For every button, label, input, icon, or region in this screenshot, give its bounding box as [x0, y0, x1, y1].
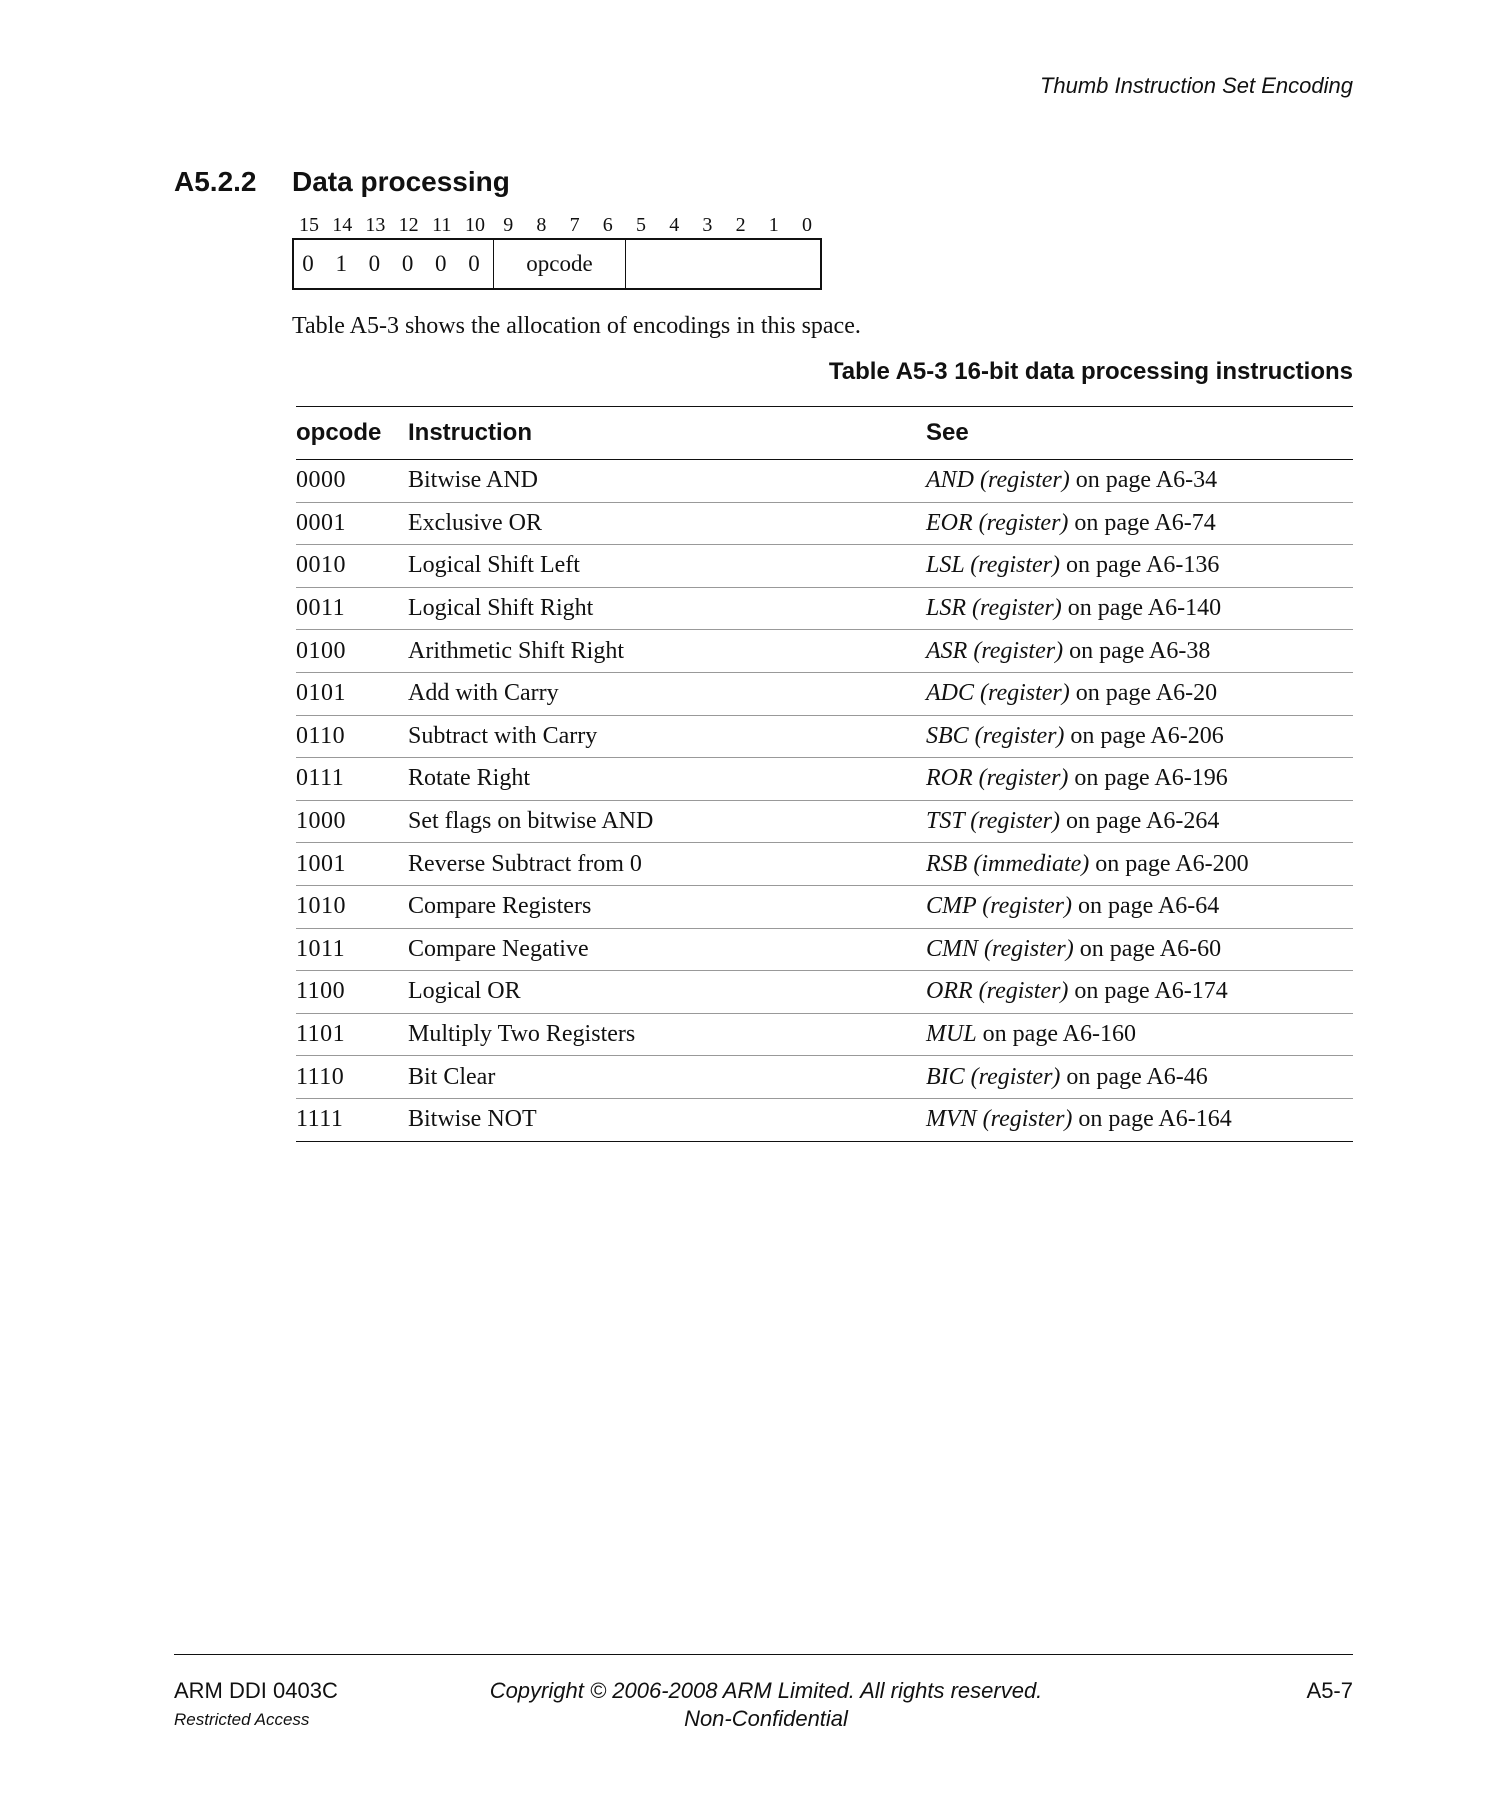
- instruction-cell: Add with Carry: [408, 680, 559, 707]
- see-cell: [926, 800, 1353, 843]
- fixed-bit-value: 0: [401, 251, 414, 276]
- table-row: [296, 758, 1353, 801]
- table-row: [296, 545, 1353, 588]
- section-number: A5.2.2: [174, 166, 257, 197]
- page-reference: on page A6-200: [1095, 850, 1249, 877]
- bit-number: 11: [432, 214, 452, 236]
- cross-reference-link[interactable]: MVN (register): [926, 1106, 1073, 1133]
- page-reference: on page A6-196: [1074, 765, 1228, 792]
- page-reference: on page A6-164: [1078, 1106, 1232, 1133]
- opcode-cell: 1110: [296, 1063, 345, 1090]
- cross-reference-link[interactable]: ASR (register): [926, 637, 1064, 664]
- bit-number: 13: [365, 214, 386, 236]
- table-row: [296, 502, 1353, 545]
- opcode-cell: 0011: [296, 595, 346, 622]
- footer-doc-id: ARM DDI 0403C: [174, 1678, 338, 1703]
- opcode-cell: 1011: [296, 935, 346, 962]
- fixed-bit-value: 0: [468, 251, 480, 276]
- see-cell: [926, 971, 1353, 1014]
- bit-number: 5: [636, 214, 646, 236]
- bit-number: 14: [332, 214, 353, 236]
- bit-number: 7: [569, 214, 580, 236]
- see-cell: [926, 928, 1353, 971]
- page-reference: on page A6-174: [1074, 978, 1228, 1005]
- instruction-cell: Set flags on bitwise AND: [408, 808, 654, 835]
- table-row: [296, 885, 1353, 928]
- instruction-cell: Bitwise AND: [408, 467, 539, 494]
- see-cell: [926, 460, 1353, 503]
- bit-number: 3: [702, 214, 713, 236]
- page-reference: on page A6-74: [1074, 509, 1216, 536]
- cross-reference-link[interactable]: CMN (register): [926, 935, 1074, 962]
- opcode-cell: 1100: [296, 978, 346, 1005]
- opcode-cell: 1010: [296, 893, 346, 920]
- bit-number: 4: [669, 214, 680, 236]
- table-caption: Table A5-3 16-bit data processing instructions: [828, 358, 1353, 385]
- instruction-cell: Bit Clear: [408, 1063, 496, 1090]
- cross-reference-link[interactable]: ADC (register): [926, 680, 1070, 707]
- page-reference: on page A6-264: [1066, 808, 1220, 835]
- table-row: [296, 672, 1353, 715]
- intro-paragraph: Table A5-3 shows the allocation of encodings in this space.: [292, 313, 861, 339]
- section-heading: [174, 166, 510, 198]
- see-cell: [926, 502, 1353, 545]
- opcode-cell: 0110: [296, 722, 346, 749]
- see-cell: [926, 587, 1353, 630]
- bit-number: 10: [465, 214, 485, 236]
- instruction-cell: Rotate Right: [408, 765, 530, 792]
- cross-reference-link[interactable]: ORR (register): [926, 978, 1069, 1005]
- table-header-row: [296, 407, 1353, 460]
- cross-reference-link[interactable]: MUL: [926, 1021, 977, 1048]
- page-reference: on page A6-38: [1069, 637, 1211, 664]
- cross-reference-link[interactable]: AND (register): [926, 467, 1070, 494]
- page-reference: on page A6-160: [982, 1021, 1136, 1048]
- see-cell: [926, 1098, 1353, 1141]
- bit-number: 12: [398, 214, 419, 236]
- opcode-cell: 0100: [296, 637, 346, 664]
- fixed-bit-value: 0: [368, 251, 381, 276]
- fixed-bits-field: [294, 240, 494, 288]
- opcode-cell: 1001: [296, 850, 346, 877]
- table-row: [296, 460, 1353, 503]
- bit-number: 8: [536, 214, 547, 236]
- instruction-cell: Logical Shift Right: [408, 595, 594, 622]
- section-title: Data processing: [292, 166, 510, 197]
- table-row: [296, 1013, 1353, 1056]
- bit-number: 15: [299, 214, 319, 236]
- see-cell: [926, 885, 1353, 928]
- cross-reference-link[interactable]: SBC (register): [926, 722, 1065, 749]
- cross-reference-link[interactable]: ROR (register): [926, 765, 1069, 792]
- page-reference: on page A6-136: [1066, 552, 1220, 579]
- instruction-cell: Logical Shift Left: [408, 552, 580, 579]
- instruction-cell: Reverse Subtract from 0: [408, 850, 642, 877]
- opcode-cell: 0001: [296, 509, 346, 536]
- bit-number: 9: [503, 214, 514, 236]
- page-reference: on page A6-64: [1077, 893, 1220, 920]
- see-cell: [926, 630, 1353, 673]
- opcode-cell: 1101: [296, 1021, 346, 1048]
- instruction-cell: Subtract with Carry: [408, 722, 598, 749]
- see-cell: [926, 545, 1353, 588]
- footer-access: Restricted Access: [174, 1710, 310, 1729]
- bit-number: 2: [735, 214, 746, 236]
- opcode-cell: 0101: [296, 680, 346, 707]
- footer-confidentiality: Non-Confidential: [684, 1706, 848, 1731]
- instruction-cell: Logical OR: [408, 978, 521, 1005]
- running-header: Thumb Instruction Set Encoding: [1039, 73, 1353, 98]
- page-reference: on page A6-20: [1075, 680, 1218, 707]
- page-reference: on page A6-206: [1070, 722, 1224, 749]
- opcode-cell: 1000: [296, 808, 346, 835]
- table-row: [296, 1098, 1353, 1141]
- page-reference: on page A6-60: [1079, 935, 1222, 962]
- fixed-bit-value: 0: [302, 251, 314, 276]
- cross-reference-link[interactable]: LSL (register): [926, 552, 1061, 579]
- table-row: [296, 800, 1353, 843]
- column-header-instruction: Instruction: [408, 419, 532, 446]
- opcode-cell: 0000: [296, 467, 346, 494]
- table-row: [296, 630, 1353, 673]
- cross-reference-link[interactable]: EOR (register): [926, 509, 1069, 536]
- cross-reference-link[interactable]: TST (register): [926, 808, 1061, 835]
- page-reference: on page A6-140: [1067, 595, 1222, 622]
- bit-number: 0: [802, 214, 812, 236]
- bit-number: 1: [768, 214, 779, 236]
- instruction-cell: Exclusive OR: [408, 509, 542, 536]
- table-row: [296, 1056, 1353, 1099]
- table-row: [296, 843, 1353, 886]
- encoding-diagram: [292, 238, 822, 290]
- footer-rule: [174, 1654, 1353, 1655]
- opcode-cell: 1111: [296, 1106, 344, 1133]
- page-reference: on page A6-46: [1066, 1063, 1208, 1090]
- instruction-cell: Arithmetic Shift Right: [408, 637, 624, 664]
- see-cell: [926, 672, 1353, 715]
- bit-number-row: [295, 214, 825, 238]
- cross-reference-link[interactable]: LSR (register): [926, 595, 1062, 622]
- bit-number: 6: [602, 214, 613, 236]
- opcode-cell: 0010: [296, 552, 346, 579]
- fixed-bit-value: 1: [335, 251, 347, 276]
- footer-copyright: Copyright © 2006-2008 ARM Limited. All rights reserved.: [489, 1678, 1043, 1703]
- opcode-cell: 0111: [296, 765, 345, 792]
- table-row: [296, 971, 1353, 1014]
- table-row: [296, 715, 1353, 758]
- see-cell: [926, 715, 1353, 758]
- instruction-cell: Bitwise NOT: [408, 1106, 537, 1133]
- table-row: [296, 587, 1353, 630]
- cross-reference-link[interactable]: CMP (register): [926, 893, 1072, 920]
- instructions-table: [296, 406, 1353, 1142]
- see-cell: [926, 1013, 1353, 1056]
- see-cell: [926, 1056, 1353, 1099]
- cross-reference-link[interactable]: BIC (register): [926, 1063, 1061, 1090]
- footer-page-number: A5-7: [1306, 1678, 1353, 1703]
- instruction-cell: Compare Registers: [408, 893, 592, 920]
- column-header-see: See: [926, 419, 969, 446]
- see-cell: [926, 758, 1353, 801]
- cross-reference-link[interactable]: RSB (immediate): [926, 850, 1090, 877]
- fixed-bit-value: 0: [435, 251, 447, 276]
- table-row: [296, 928, 1353, 971]
- instruction-cell: Multiply Two Registers: [408, 1021, 636, 1048]
- column-header-opcode: opcode: [296, 419, 382, 446]
- instruction-cell: Compare Negative: [408, 935, 589, 962]
- opcode-field: opcode: [494, 240, 626, 288]
- see-cell: [926, 843, 1353, 886]
- page-reference: on page A6-34: [1075, 467, 1218, 494]
